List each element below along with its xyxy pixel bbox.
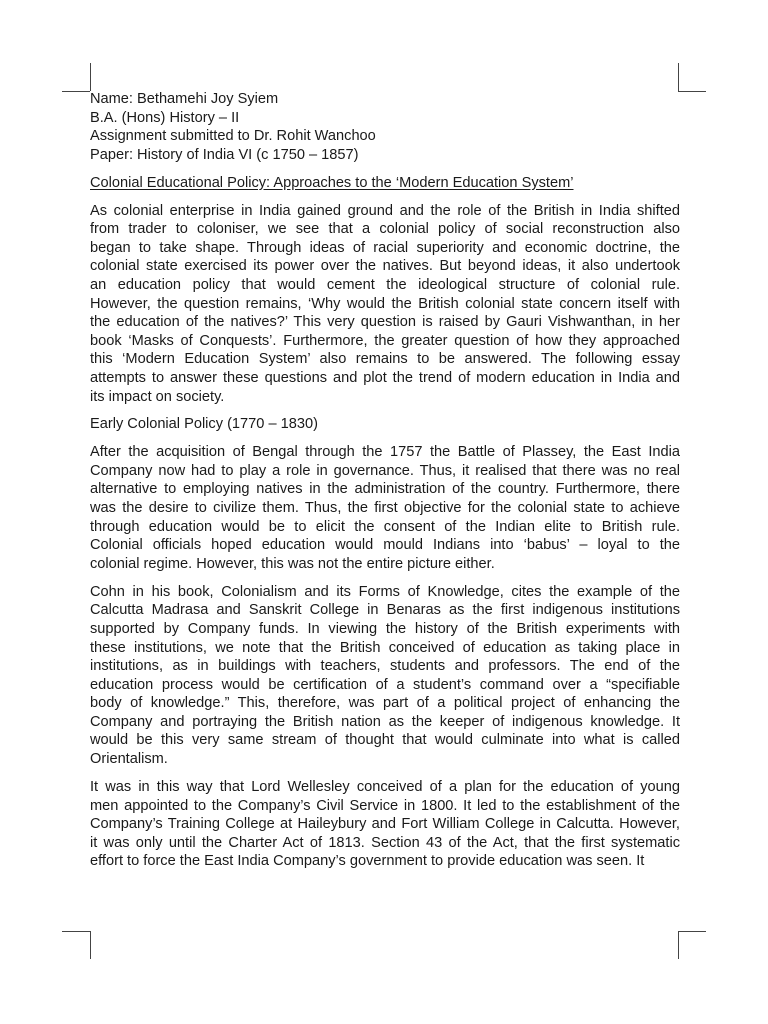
crop-mark-top-left-horizontal (62, 91, 90, 92)
document-body (90, 202, 680, 871)
paragraph-line: As colonial enterprise in India gained ground and the role of the British in India shifted (90, 202, 680, 219)
paragraph (90, 202, 680, 407)
paragraph-line: institutions, as in buildings with teachers, students and professors. The end of the (90, 658, 680, 675)
paragraph-line: was the desire to civilize them. Thus, the first objective for the colonial state to achieve (90, 500, 680, 517)
paragraph-line: After the acquisition of Bengal through the 1757 the Battle of Plassey, the East India (90, 444, 680, 461)
paragraph-line: from trader to coloniser, we see that a colonial policy of social reconstruction also (90, 221, 680, 238)
paragraph-line: It was in this way that Lord Wellesley conceived of a plan for the education of young (90, 778, 680, 795)
paragraph-line: supported by Company funds. In viewing the history of the British experiments with (90, 620, 680, 637)
paragraph-line: Calcutta Madrasa and Sanskrit College in Benaras as the first indigenous institutions (90, 602, 680, 619)
course-info: B.A. (Hons) History – II (90, 109, 240, 126)
crop-mark-bottom-left-horizontal (62, 931, 90, 932)
paragraph-line: Cohn in his book, Colonialism and its Forms of Knowledge, cites the example of the (90, 583, 680, 600)
paragraph-line: through education would be to elicit the consent of the Indian elite to British rule. (90, 518, 680, 535)
paragraph-line: effort to force the East India Company’s government to provide education was seen. It (90, 853, 645, 870)
paragraph-line: these institutions, we note that the British conceived of education as taking place in (90, 639, 680, 656)
paragraph (90, 443, 680, 573)
paragraph-line: an education policy that would cement the ideological structure of colonial rule. (90, 276, 680, 293)
paragraph-line: Company’s Training College at Haileybury and Fort William College in Calcutta. However, (90, 816, 680, 833)
paragraph-line: colonial state exercised its power over the natives. But beyond ideas, it also undertook (90, 258, 680, 275)
author-name: Name: Bethamehi Joy Syiem (90, 91, 279, 107)
crop-mark-top-right-horizontal (678, 91, 706, 92)
paragraph-line: Colonial officials hoped education would mould Indians into ‘babus’ – loyal to the (90, 537, 680, 554)
paragraph-line: Orientalism. (90, 751, 168, 768)
paragraph-line: book ‘Masks of Conquests’. Furthermore, the greater question of how they approached (90, 332, 680, 349)
paragraph-line: Company now had to play a role in governance. Thus, it realised that there was no real (90, 462, 680, 479)
crop-mark-bottom-right-horizontal (678, 931, 706, 932)
paragraph-line: However, the question remains, ‘Why would the British colonial state concern itself with (90, 295, 680, 312)
paragraph-line: education process would be certification of a student’s command over a “specifiable (90, 676, 680, 693)
paragraph-line: alternative to employing natives in the administration of the country. Furthermore, there (90, 481, 680, 498)
paragraph-line: its impact on society. (90, 388, 225, 405)
document-title: Colonial Educational Policy: Approaches to the ‘Modern Education System’ (90, 174, 574, 191)
paragraph (90, 778, 680, 871)
crop-mark-top-right-vertical (678, 63, 679, 91)
paragraph-line: colonial regime. However, this was not the entire picture either. (90, 555, 495, 572)
paragraph-line: men appointed to the Company’s Civil Service in 1800. It led to the establishment of the (90, 797, 680, 814)
crop-mark-bottom-right-vertical (678, 931, 679, 959)
paper-info: Paper: History of India VI (c 1750 – 1857) (90, 146, 359, 163)
document-header (90, 90, 680, 164)
paragraph-line: began to take shape. Through ideas of racial superiority and economic doctrine, the (90, 239, 680, 256)
paragraph-line: body of knowledge.” This, therefore, was part of a political project of enhancing the (90, 695, 680, 712)
document-page (90, 90, 680, 871)
paragraph-line: it was only until the Charter Act of 1813. Section 43 of the Act, that the first systematic (90, 834, 680, 851)
crop-mark-top-left-vertical (90, 63, 91, 91)
crop-mark-bottom-left-vertical (90, 931, 91, 959)
section-heading (90, 415, 680, 434)
paragraph (90, 583, 680, 769)
paragraph-line: Company and portraying the British nation as the keeper of indigenous knowledge. It (90, 713, 680, 730)
section-heading-text: Early Colonial Policy (1770 – 1830) (90, 416, 318, 433)
paragraph-line: attempts to answer these questions and plot the trend of modern education in India and (90, 369, 680, 386)
paragraph-line: the education of the natives?’ This very question is raised by Gauri Vishwanthan, in her (90, 314, 680, 331)
paragraph-line: would be this very same stream of thought that would culminate into what is called (90, 732, 680, 749)
paragraph-line: this ‘Modern Education System’ also remains to be answered. The following essay (90, 351, 680, 368)
submission-info: Assignment submitted to Dr. Rohit Wanchoo (90, 128, 376, 145)
